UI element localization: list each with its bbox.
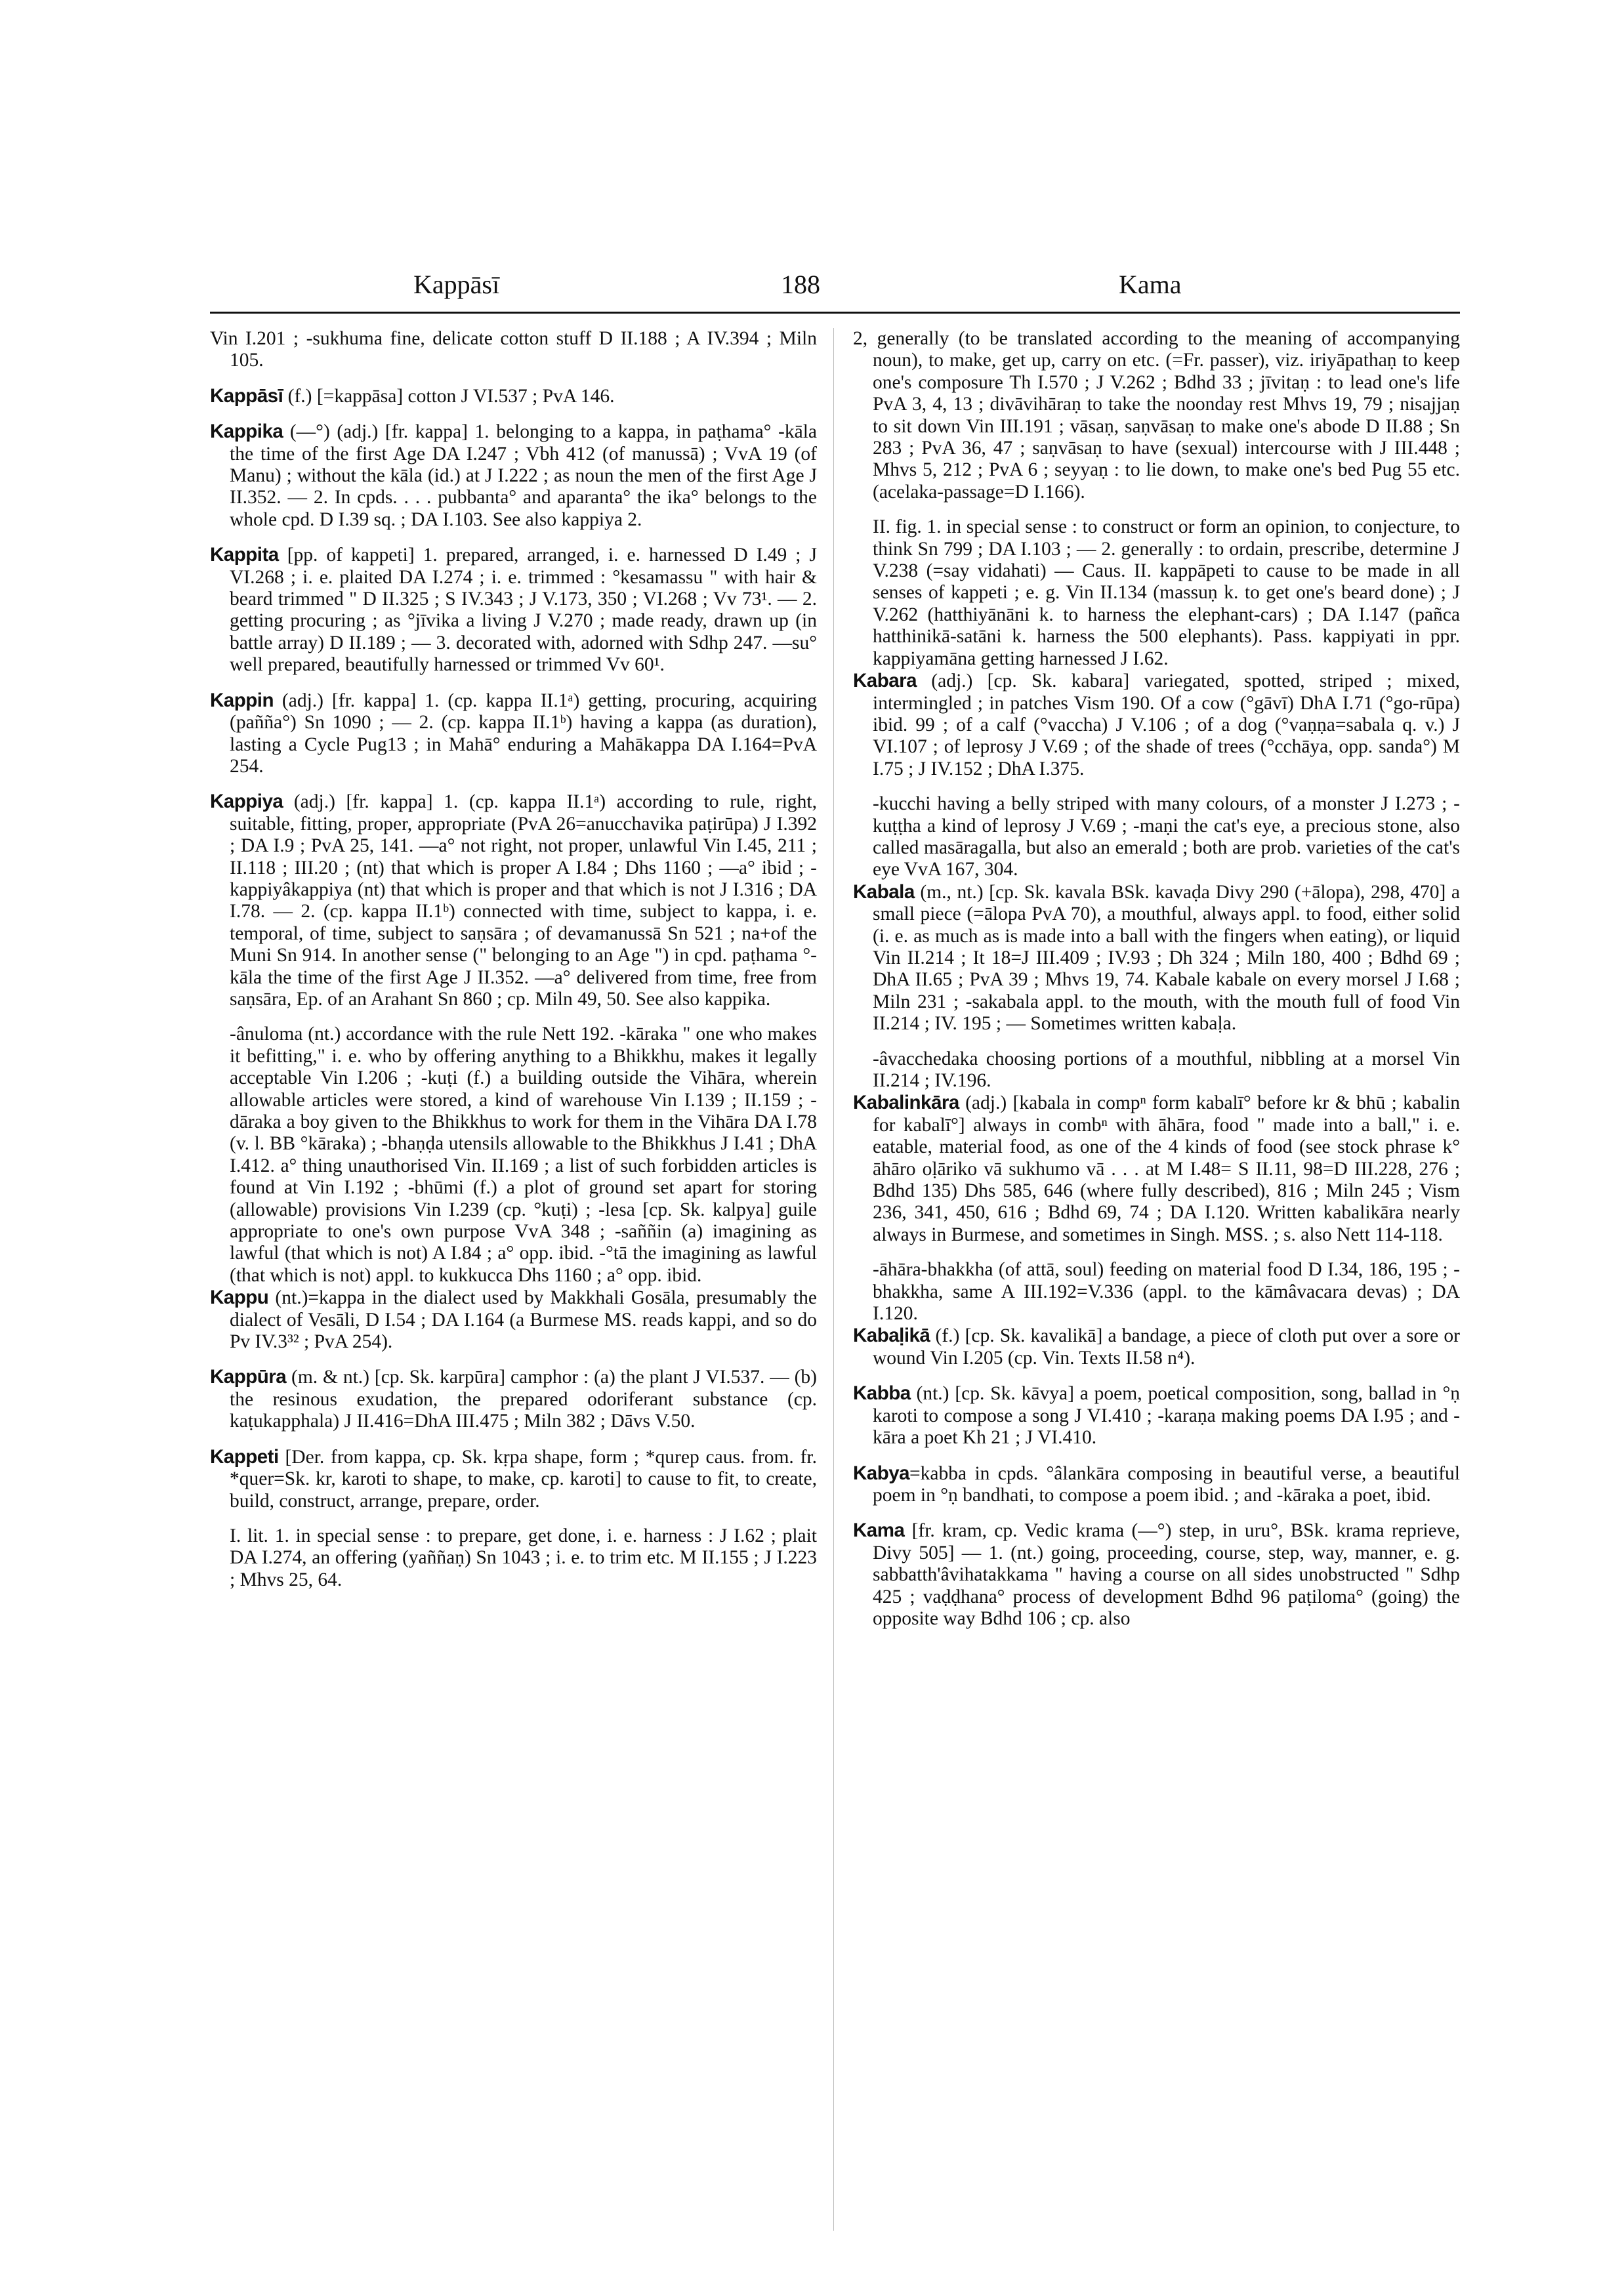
entry-headword: Kappāsī [210,384,283,407]
dictionary-entry [853,1382,1460,1449]
entry-definition: =kabba in cpds. °âlankāra composing in beautiful verse, a beautiful poem in °ṇ bandhati, to compose a poem ibid. ; and -kāraka a poet, ibid. [873,1462,1460,1506]
entry-headword: Kappeti [210,1445,279,1468]
compound-subentry: -āhāra-bhakkha (of attā, soul) feeding on material food D I.34, 186, 195 ; -bhakkha, same A III.192=V.336 (appl. to the kāmâvacara devas) ; DA I.120. [873,1259,1460,1325]
entry-headword: Kappin [210,689,274,711]
dictionary-entry [210,1446,817,1512]
entry-headword: Kabba [853,1382,911,1405]
entry-definition: [Der. from kappa, cp. Sk. kṛpa shape, form ; *qurep caus. from. fr. *quer=Sk. kr, karoti to shape, to make, cp. karoti] to cause to fit, to create, build, construct, arrange, prepare, order. [230,1446,817,1512]
entry-definition: (nt.)=kappa in the dialect used by Makkhali Gosāla, presumably the dialect of Vesāli, D I.54 ; DA I.164 (a Burmese MS. reads kappi, and so do Pv IV.3³² ; PvA 254). [230,1287,817,1353]
entry-definition: (adj.) [cp. Sk. kabara] variegated, spotted, striped ; mixed, intermingled ; in patches Vism 190. Of a cow (°gāvī) DhA I.71 (°go-rūpa) ibid. 99 ; of a calf (°vaccha) J V.106 ; of a dog (°vaṇṇa=sabala q. v.) J VI.107 ; of leprosy J V.69 ; of the shade of trees (°cchāya, opp. sanda°) M I.75 ; J IV.152 ; DhA I.375. [873,671,1460,779]
entry-headword: Kappiya [210,791,283,813]
entry-headword: Kabala [853,880,915,903]
dictionary-entry [853,1462,1460,1507]
entry-definition: (nt.) [cp. Sk. kāvya] a poem, poetical composition, song, ballad in °ṇ karoti to compose a song J VI.410 ; -karaṇa making poems DA I.95 ; and -kāra a poet Kh 21 ; J VI.410. [873,1383,1460,1449]
page-number: 188 [781,270,820,299]
entry-definition: (adj.) [fr. kappa] 1. (cp. kappa II.1ᵃ) getting, procuring, acquiring (pañña°) Sn 1090 ; — 2. (cp. kappa II.1ᵇ) having a kappa (as duration), lasting a Cycle Pug13 ; in Mahā° enduring a Mahākappa DA I.164=PvA 254. [230,690,817,777]
dictionary-entry [210,1366,817,1432]
dictionary-entry [210,544,817,676]
dictionary-entry [210,690,817,778]
header-right-guideword: Kama [1119,270,1182,299]
dictionary-entry [210,385,817,407]
dictionary-entry [210,1287,817,1353]
dictionary-entry [210,421,817,531]
entry-headword: Kappita [210,544,279,566]
dictionary-entry [853,1092,1460,1246]
right-column [853,328,1460,2231]
entry-headword: Kama [853,1520,905,1542]
dictionary-entry [853,1325,1460,1369]
compound-subentry: I. lit. 1. in special sense : to prepare, get done, i. e. harness : J I.62 ; plait DA I.274, an offering (yaññaṇ) Sn 1043 ; i. e. to trim etc. M II.155 ; J I.223 ; Mhvs 25, 64. [230,1525,817,1590]
compound-subentry: -âvacchedaka choosing portions of a mouthful, nibbling at a morsel Vin II.214 ; IV.196. [873,1048,1460,1091]
entry-definition: (adj.) [kabala in compⁿ form kabalī° before kr & bhū ; kabalin for kabalī°] always in combⁿ with āhāra, food " made into a ball," i. e. eatable, material food, as one of the 4 kinds of food (see stock phrase k° āhāro oḷāriko vā sukhumo vā . . . at M I.48= S II.11, 98=D III.228, 276 ; Bdhd 135) Dhs 585, 646 (where fully described), 816 ; Miln 245 ; Vism 236, 341, 450, 616 ; Bdhd 69, 74 ; DA I.120. Written kabalikāra nearly always in Burmese, and sometimes in Singh. MSS. ; s. also Nett 114-118. [873,1092,1460,1245]
continued-text: Vin I.201 ; -sukhuma fine, delicate cotton stuff D II.188 ; A IV.394 ; Miln 105. [210,328,817,371]
entry-definition: (adj.) [fr. kappa] 1. (cp. kappa II.1ᵃ) according to rule, right, suitable, fitting, proper, appropriate (PvA 26=anucchavika paṭirūpa) J I.392 ; DA I.9 ; PvA 25, 141. —a° not right, not proper, unlawful Vin I.45, 211 ; II.118 ; III.20 ; (nt) that which is proper A I.84 ; Dhs 1160 ; —a° ibid ; -kappiyâkappiya (nt) that which is proper and that which is not J I.316 ; DA I.78. — 2. (cp. kappa II.1ᵇ) connected with time, subject to kappa, i. e. temporal, of time, subject to saṇsāra ; of devamanussā Sn 521 ; na+of the Muni Sn 914. In another sense (" belonging to an Age ") in cpd. paṭhama °-kāla the time of the first Age J II.352. —a° delivered from time, free from saṇsāra, Ep. of an Arahant Sn 860 ; cp. Miln 49, 50. See also kappika. [230,791,817,1010]
entry-headword: Kabaḷikā [853,1325,930,1347]
entry-definition: [pp. of kappeti] 1. prepared, arranged, i. e. harnessed D I.49 ; J VI.268 ; i. e. plaited DA I.274 ; i. e. trimmed : °kesamassu " with hair & beard trimmed " D II.325 ; S IV.343 ; J V.173, 350 ; VI.268 ; Vv 73¹. — 2. getting procuring ; as °jīvika a living J V.270 ; made ready, drawn up (in battle array) D II.189 ; — 3. decorated with, adorned with Sdhp 247. —su° well prepared, beautifully harnessed or trimmed Vv 60¹. [230,545,817,676]
entry-definition: (f.) [cp. Sk. kavalikā] a bandage, a piece of cloth put over a sore or wound Vin I.205 (cp. Vin. Texts II.58 n⁴). [873,1325,1460,1369]
compound-subentry: -ânuloma (nt.) accordance with the rule Nett 192. -kāraka " one who makes it befitting," i. e. who by offering anything to a Bhikkhu, makes it legally acceptable Vin I.206 ; -kuṭi (f.) a building outside the Vihāra, wherein allowable articles were stored, a kind of warehouse Vin I.139 ; II.159 ; -dāraka a boy given to the Bhikkhus to work for them in the Vihāra DA I.78 (v. l. BB °kāraka) ; -bhaṇḍa utensils allowable to the Bhikkhus J I.41 ; DhA I.412. a° thing unauthorised Vin. II.169 ; a list of such forbidden articles is found at Vin I.192 ; -bhūmi (f.) a plot of ground set apart for storing (allowable) provisions Vin I.239 (cp. °kuṭi) ; -lesa [cp. Sk. kalpya] guile appropriate to one's own purpose VvA 348 ; -saññin (a) imagining as lawful (that which is not) A I.84 ; a° opp. ibid. -°tā the imagining as lawful (that which is not) appl. to kukkucca Dhs 1160 ; a° opp. ibid. [230,1023,817,1286]
header-rule [210,312,1460,314]
continued-text: 2, generally (to be translated according to the meaning of accompanying noun), to make, get up, carry on etc. (=Fr. passer), viz. iriyāpathaṇ to keep one's composure Th I.570 ; J V.262 ; Bdhd 33 ; jīvitaṇ : to lead one's life PvA 3, 4, 13 ; divāvihāraṇ to take the noonday rest Mhvs 19, 79 ; nisajjaṇ to sit down Vin III.191 ; vāsaṇ, saṇvāsaṇ to make one's abode D II.88 ; Sn 283 ; PvA 36, 47 ; saṇvāsaṇ to have (sexual) intercourse with J III.448 ; Mhvs 5, 212 ; PvA 6 ; seyyaṇ : to lie down, to make one's bed Pug 55 etc. (acelaka-passage=D I.166). [853,328,1460,503]
entry-headword: Kabara [853,670,917,692]
compound-subentry: II. fig. 1. in special sense : to construct or form an opinion, to conjecture, to think Sn 799 ; DA I.103 ; — 2. generally : to ordain, prescribe, determine J V.238 (=say vidahati) — Caus. II. kappāpeti to cause to be made in all senses of kappeti ; e. g. Vin II.134 (massuṇ k. to get one's beard done) ; J V.262 (hatthiyānāni k. to harness the elephant-cars) ; DA I.147 (pañca hatthinikā-satāni k. harness the 500 elephants). Pass. kappiyati in ppr. kappiyamāna getting harnessed J I.62. [873,516,1460,669]
entry-headword: Kabya [853,1462,910,1484]
dictionary-entry [853,881,1460,1035]
left-column [210,328,817,2231]
entry-definition: (—°) (adj.) [fr. kappa] 1. belonging to a kappa, in paṭhama° -kāla the time of the first Age DA I.247 ; Vbh 412 (of manussā) ; VvA 19 (of Manu) ; without the kāla (id.) at J I.222 ; as noun the men of the first Age J II.352. — 2. In cpds. . . . pubbanta° and aparanta° the ika° belongs to the whole cpd. D I.39 sq. ; DA I.103. See also kappiya 2. [230,421,817,530]
header-left-guideword: Kappāsī [413,270,500,299]
entry-definition: (f.) [=kappāsa] cotton J VI.537 ; PvA 146. [283,385,615,407]
entry-headword: Kappu [210,1287,269,1309]
compound-subentry: -kucchi having a belly striped with many colours, of a monster J I.273 ; -kuṭṭha a kind of leprosy J V.69 ; -maṇi the cat's eye, a precious stone, also called masāragalla, but also an emerald ; both are prob. varieties of the cat's eye VvA 167, 304. [873,793,1460,880]
dictionary-entry [210,791,817,1010]
entry-definition: (m., nt.) [cp. Sk. kavala BSk. kavaḍa Divy 290 (+ālopa), 298, 470] a small piece (=ālopa PvA 70), a mouthful, always appl. to food, either solid (i. e. as much as is made into a ball with the fingers when eating), or liquid Vin II.214 ; It 18=J III.409 ; IV.93 ; Dh 324 ; Miln 180, 400 ; Bdhd 69 ; DhA II.65 ; PvA 39 ; Mhvs 19, 74. Kabale kabale on every morsel J I.68 ; Miln 231 ; -sakabala appl. to the mouth, with the mouth full of food Vin II.214 ; IV. 195 ; — Sometimes written kabaḷa. [873,881,1460,1035]
entry-headword: Kappūra [210,1366,287,1388]
entry-headword: Kabalinkāra [853,1092,959,1114]
dictionary-entry [853,1520,1460,1630]
entry-definition: [fr. kram, cp. Vedic krama (—°) step, in uru°, BSk. krama reprieve, Divy 505] — 1. (nt.) going, proceeding, course, step, way, manner, e. g. sabbatth'âvihatakkama " having a course on all sides unobstructed " Sdhp 425 ; vaḍḍhana° process of development Bdhd 96 paṭiloma° (going) the opposite way Bdhd 106 ; cp. also [873,1520,1460,1629]
dictionary-entry [853,670,1460,780]
running-header [210,269,1460,308]
column-separator [833,328,834,2231]
entry-headword: Kappika [210,421,283,443]
entry-definition: (m. & nt.) [cp. Sk. karpūra] camphor : (a) the plant J VI.537. — (b) the resinous exudation, the prepared odoriferant substance (cp. kaṭukapphala) J II.416=DhA III.475 ; Miln 382 ; Dāvs V.50. [230,1367,817,1432]
